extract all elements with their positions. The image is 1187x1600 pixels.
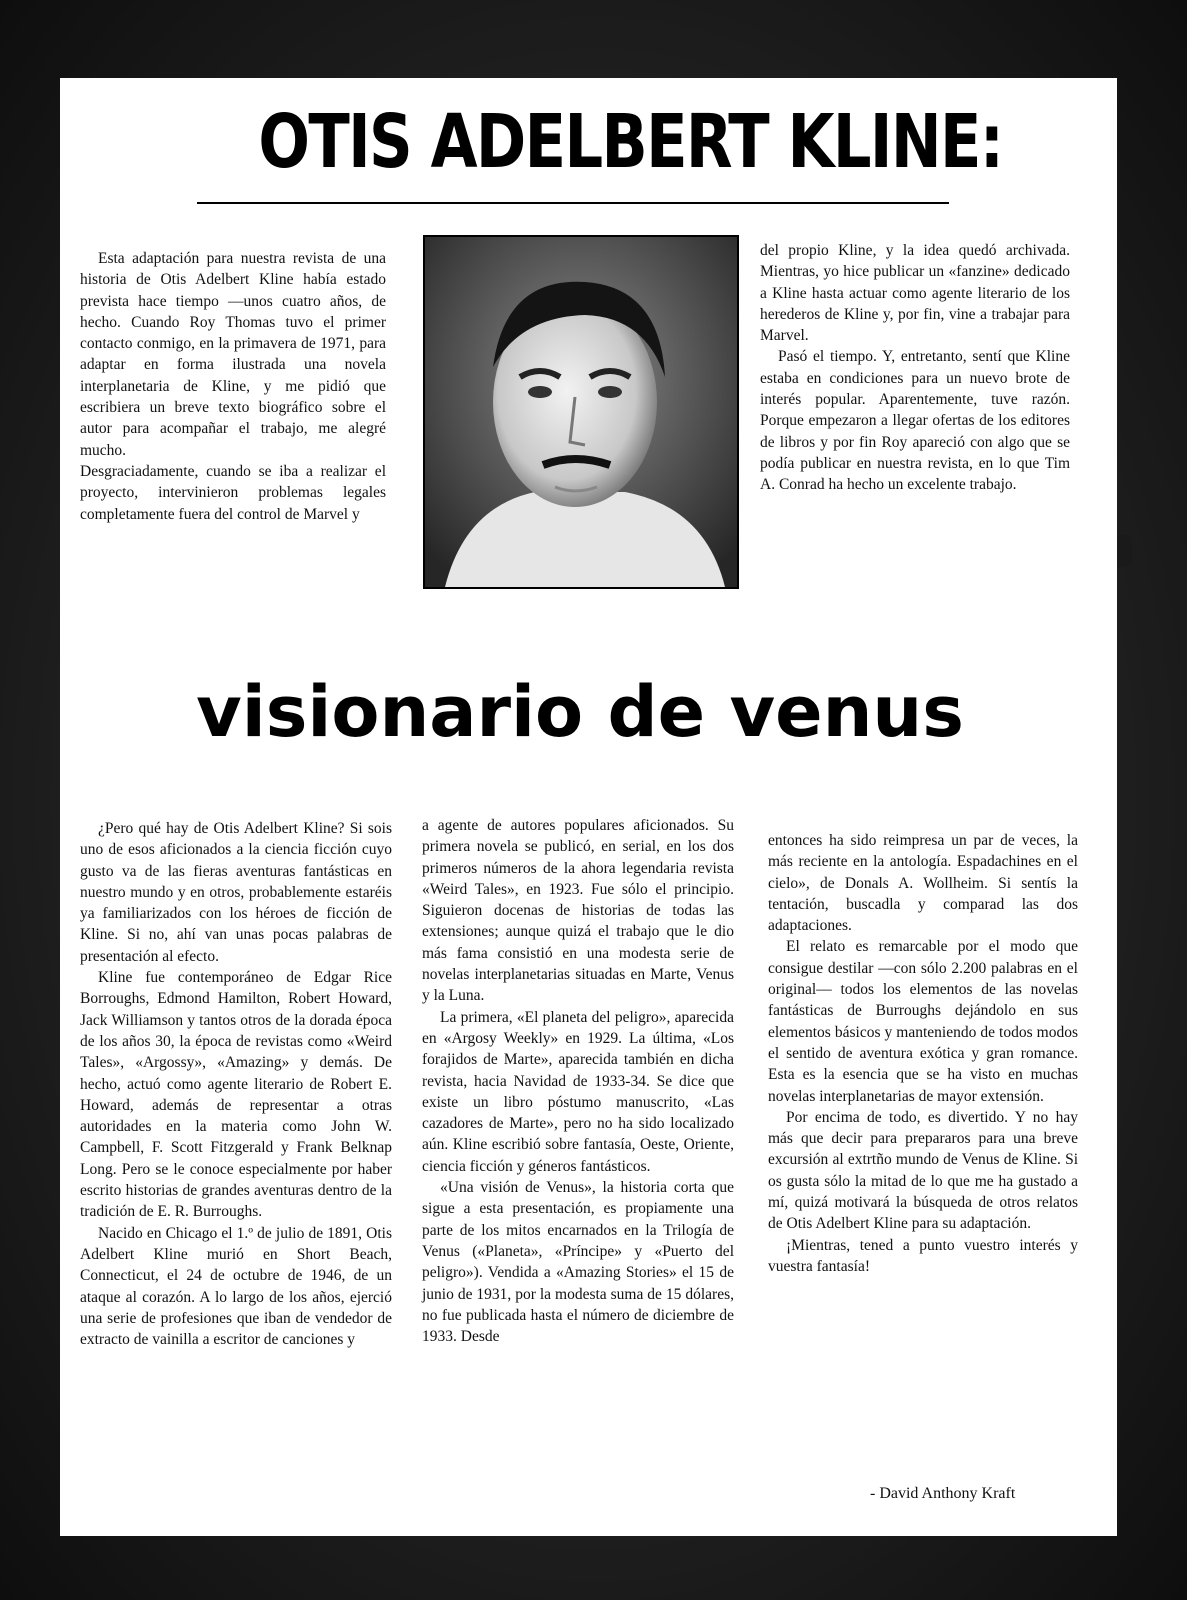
body-column-2 (422, 815, 734, 1347)
paragraph: «Una visión de Venus», la historia corta que sigue a esta presentación, es propiamente una parte de los mitos encarnados en la Trilogía de Venus («Planeta», «Príncipe» y «Puerto del peligro»). Vendida a «Amazing Stories» el 15 de junio de 1931, por la modesta suma de 15 dólares, no fue publicada hasta el número de diciembre de 1933. Desde (422, 1179, 734, 1346)
intro-column-right (760, 240, 1070, 496)
paragraph: Esta adaptación para nuestra revista de una historia de Otis Adelbert Kline había estado prevista hace tiempo —unos cuatro años, de hecho. Cuando Roy Thomas tuvo el primer contacto conmigo, en la primavera de 1971, para adaptar en forma ilustrada una novela interplanetaria de Kline, y me pidió que escribiera un breve texto biográfico sobre el autor para acompañar el trabajo, me alegré mucho. (80, 250, 386, 459)
paragraph: La primera, «El planeta del peligro», aparecida en «Argosy Weekly» en 1929. La última, «Los forajidos de Marte», aparecida también en dicha revista, hacia Navidad de 1933-34. Se dice que existe un libro póstumo manuscrito, «Las cazadores de Marte», pero no ha sido localizado aún. Kline escribió sobre fantasía, Oeste, Oriente, ciencia ficción y géneros fantásticos. (422, 1008, 734, 1175)
headline-subtitle: visionario de venus (196, 671, 964, 753)
author-signature: - David Anthony Kraft (870, 1485, 1016, 1502)
body-column-1 (80, 818, 392, 1350)
paragraph: Kline fue contemporáneo de Edgar Rice Borroughs, Edmond Hamilton, Robert Howard, Jack Williamson y tantos otros de la dorada época de los años 30, la época de revistas como «Weird Tales», «Argossy», «Amazing» y demás. De hecho, actuó como agente literario de Robert E. Howard, además de representar a otras autoridades en la materia como John W. Campbell, F. Scott Fitzgerald y Frank Belknap Long. Pero se le conoce especialmente por haber escrito historias de grandes aventuras dentro de la tradición de E. R. Burroughs. (80, 969, 392, 1221)
body-column-3 (768, 830, 1078, 1277)
intro-column-left (80, 248, 386, 525)
paragraph: a agente de autores populares aficionados. Su primera novela se publicó, en serial, en los dos primeros números de la ahora legendaria revista «Weird Tales», en 1923. Fue sólo el principio. Siguieron docenas de historias de todas las extensiones; aunque quizá el trabajo que le dio más fama consistió en una modesta serie de novelas interplanetarias situadas en Marte, Venus y la Luna. (422, 817, 734, 1005)
portrait-photo (425, 237, 737, 587)
paragraph: El relato es remarcable por el modo que consigue destilar —con sólo 2.200 palabras en el original— todos los elementos de las novelas fantásticas de Burroughs dejándolo en sus elementos básicos y manteniendo de todos modos el sentido de aventura exótica y gran romance. Esta es la esencia que se ha visto en muchas novelas interplanetarias de mayor extensión. (768, 938, 1078, 1105)
paragraph: ¿Pero qué hay de Otis Adelbert Kline? Si sois uno de esos aficionados a la ciencia ficción cuyo gusto va de las fieras aventuras fantásticas en nuestro mundo y en otros, probablemente estaréis ya familiarizados con los héroes de ficción de Kline. Si no, ahí van unas pocas palabras de presentación al efecto. (80, 820, 392, 965)
paragraph: ¡Mientras, tened a punto vuestro interés y vuestra fantasía! (768, 1236, 1078, 1275)
paragraph: entonces ha sido reimpresa un par de veces, la más reciente en la antología. Espadachines en el cielo», de Donals A. Wollheim. Si sentís la tentación, buscadla y comparad las dos adaptaciones. (768, 832, 1078, 935)
author-portrait (423, 235, 739, 589)
headline-rule (197, 202, 949, 204)
paragraph: Desgraciadamente, cuando se iba a realizar el proyecto, intervinieron problemas legales completamente fuera del control de Marvel y (80, 462, 386, 523)
headline-top: OTIS ADELBERT KLINE: (258, 99, 1003, 185)
paragraph: del propio Kline, y la idea quedó archivada. Mientras, yo hice publicar un «fanzine» dedicado a Kline hasta actuar como agente literario de los herederos de Kline y, por fin, vine a trabajar para Marvel. (760, 242, 1070, 345)
paragraph: Pasó el tiempo. Y, entretanto, sentí que Kline estaba en condiciones para un nuevo brote de interés popular. Aparentemente, tuve razón. Porque empezaron a llegar ofertas de los editores de libros y por fin Roy apareció con algo que se podía publicar en nuestra revista, en lo que Tim A. Conrad ha hecho un excelente trabajo. (760, 348, 1070, 494)
paragraph: Nacido en Chicago el 1.º de julio de 1891, Otis Adelbert Kline murió en Short Beach, Connecticut, el 24 de octubre de 1946, de un ataque al corazón. A lo largo de los años, ejerció una serie de profesiones que iban de vendedor de extracto de vainilla a escritor de canciones y (80, 1224, 392, 1349)
paragraph: Por encima de todo, es divertido. Y no hay más que decir para prepararos para una breve excursión al extrtño mundo de Venus de Kline. Si os gusta sólo la mitad de lo que me ha gustado a mí, quizá motivará la búsqueda de otros relatos de Otis Adelbert Kline para su adaptación. (768, 1108, 1078, 1233)
